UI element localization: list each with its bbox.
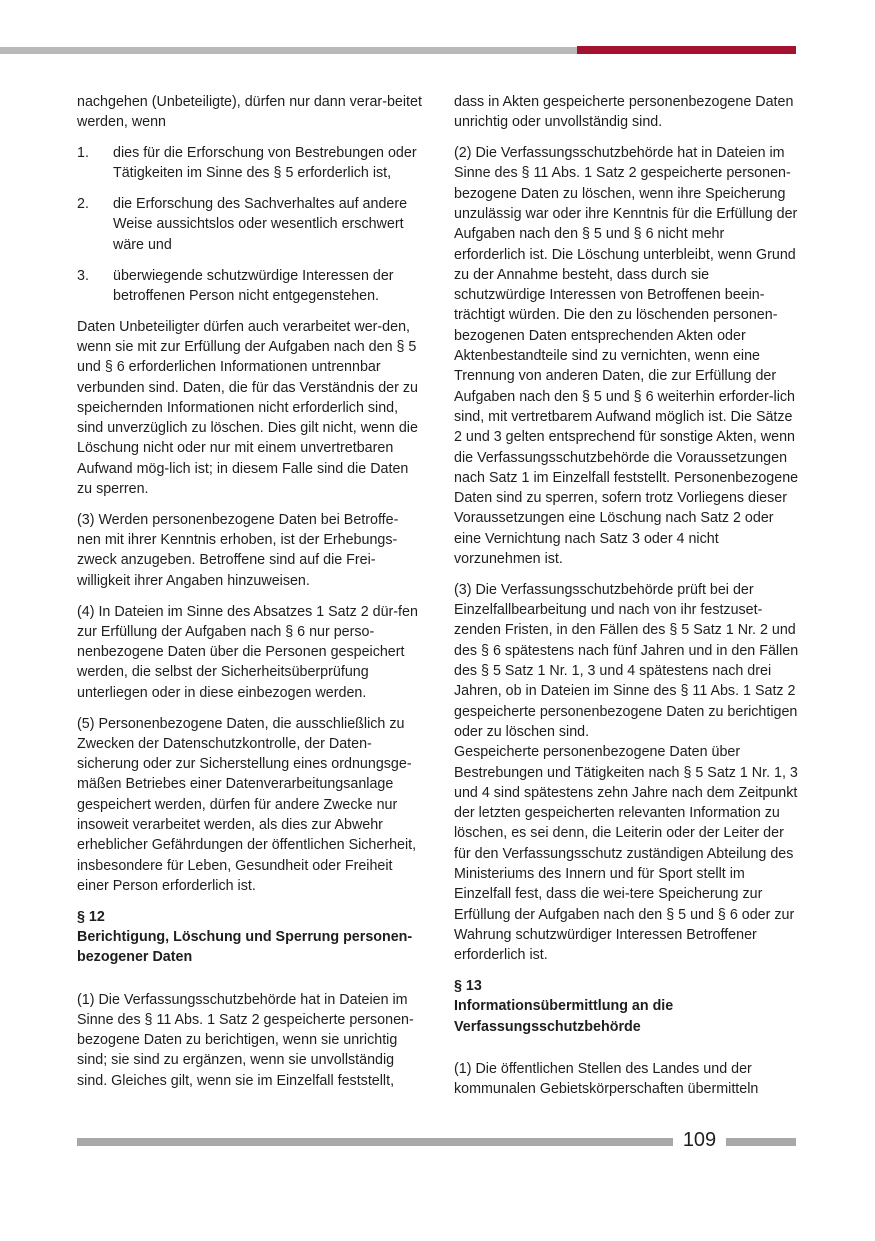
left-column <box>77 92 422 1102</box>
paragraph-4: (4) In Dateien im Sinne des Absatzes 1 Satz 2 dür-fen zur Erfüllung der Aufgaben nach § 6 nur perso-nenbezogene Daten über die Personen gespeichert werden, die selbst der Sicherheitsüberprüfung unterliegen oder in diese einbezogen werden. <box>77 603 418 701</box>
list-item-text: die Erforschung des Sachverhaltes auf andere Weise aussichtslos oder wesentlich erschwert wäre und <box>113 196 408 253</box>
paragraph-3: (3) Werden personenbezogene Daten bei Betroffe-nen mit ihrer Kenntnis erhoben, ist der Erhebungs-zweck anzugeben. Betroffene sind auf die Frei-willigkeit ihrer Angaben hinzuweisen. <box>77 511 399 589</box>
footer-rule-left <box>77 1138 673 1146</box>
section-number: § 13 <box>454 977 482 994</box>
paragraph-continued: dass in Akten gespeicherte personenbezogene Daten unrichtig oder unvollständig sind. <box>454 94 794 131</box>
list-item-text: dies für die Erforschung von Bestrebungen oder Tätigkeiten im Sinne des § 5 erforderlich ist, <box>113 145 417 182</box>
list-item <box>77 266 422 307</box>
section-title: Berichtigung, Löschung und Sperrung personen-bezogener Daten <box>77 928 413 966</box>
section-13-paragraph-1: (1) Die öffentlichen Stellen des Landes und der kommunalen Gebietskörperschaften übermitteln <box>454 1060 759 1098</box>
paragraph-2: (2) Die Verfassungsschutzbehörde hat in Dateien im Sinne des § 11 Abs. 1 Satz 2 gespeicherte personen-bezogene Daten zu löschen, wenn ihre Speicherung unzulässig war oder ihre Kenntnis für die Erfüllung der Aufgaben nach den § 5 und § 6 nicht mehr erforderlich ist. Die Löschung unterbleibt, wenn Grund zu der Annahme besteht, dass durch sie schutzwürdige Interessen von Betroffenen beein-trächtigt würden. Die den zu löschenden personen-bezogenen Daten entsprechenden Akten oder Aktenbestandteile sind zu vernichten, wenn eine Trennung von anderen Daten, die zur Erfüllung der Aufgaben nach den § 5 und § 6 weiterhin erforder-lich sind, mit vertretbarem Aufwand möglich ist. Die Sätze 2 und 3 gelten entsprechend für sonstige Akten, wenn die Verfassungsschutzbehörde die Voraussetzungen nach Satz 1 im Einzelfall feststellt. Personenbezogene Daten sind zu sperren, sofern trotz Vorliegens dieser Voraussetzungen eine Löschung nach Satz 2 oder eine Vernichtung nach Satz 3 oder 4 nicht vorzunehmen ist. <box>454 145 799 568</box>
list-item-text: überwiegende schutzwürdige Interessen der betroffenen Person nicht entgegenstehen. <box>113 267 394 304</box>
paragraph-5: (5) Personenbezogene Daten, die ausschließlich zu Zwecken der Datenschutzkontrolle, der Daten-sicherung oder zur Sicherstellung eines ordnungsge-mäßen Betriebes einer Datenverarbeitungsanlage gespeichert werden, dürfen für andere Zwecke nur insoweit verarbeitet werden, als dies zur Abwehr erheblicher Gefährdungen der öffentlichen Sicherheit, insbesondere für Leben, Gesundheit oder Freiheit einer Person erforderlich ist. <box>77 715 417 894</box>
footer-rule-right <box>726 1138 796 1146</box>
paragraph-3b: Gespeicherte personenbezogene Daten über Bestrebungen und Tätigkeiten nach § 5 Satz 1 Nr. 1, 3 und 4 sind spätestens zehn Jahre nach dem Zeitpunkt der letzten gespeicherten relevanten Information zu löschen, es sei denn, die Leiterin oder der Leiter der für den Verfassungsschutz zuständigen Abteilung des Ministeriums des Innern und für Sport stellt im Einzelfall fest, dass die wei-tere Speicherung zur Erfüllung der Aufgaben nach den § 5 und § 6 oder zur Wahrung schutzwürdiger Interessen Betroffener erforderlich ist. <box>454 744 798 964</box>
section-12-paragraph-1: (1) Die Verfassungsschutzbehörde hat in Dateien im Sinne des § 11 Abs. 1 Satz 2 gespeicherte personen-bezogene Daten zu berichtigen, wenn sie unrichtig sind; sie sind zu ergänzen, wenn sie unvollständig sind. Gleiches gilt, wenn sie im Einzelfall feststellt, <box>77 991 414 1089</box>
paragraph-intro: nachgehen (Unbeteiligte), dürfen nur dann verar-beitet werden, wenn <box>77 94 422 131</box>
header-rule-grey <box>0 47 577 54</box>
list-item-number: 3. <box>77 267 89 284</box>
paragraph-3a: (3) Die Verfassungsschutzbehörde prüft bei der Einzelfallbearbeitung und nach von ihr festzuset-zenden Fristen, in den Fällen des § 5 Satz 1 Nr. 2 und des § 6 spätestens nach fünf Jahren und in den Fällen des § 5 Satz 1 Nr. 1, 3 und 4 spätestens nach drei Jahren, ob in Dateien im Sinne des § 11 Abs. 1 Satz 2 gespeicherte personenbezogene Daten zu berichtigen oder zu löschen sind. <box>454 581 799 740</box>
section-title: Informationsübermittlung an die Verfassungsschutzbehörde <box>454 998 674 1035</box>
page-number: 109 <box>682 1129 717 1151</box>
list-item <box>77 143 422 184</box>
paragraph-unbeteiligte: Daten Unbeteiligter dürfen auch verarbeitet wer-den, wenn sie mit zur Erfüllung der Aufgaben nach den § 5 und § 6 erforderlichen Informationen untrennbar verbunden sind. Daten, die für das Verständnis der zu speichernden Informationen nicht erforderlich sind, sind unverzüglich zu löschen. Dies gilt nicht, wenn die Löschung nicht oder nur mit einem unvertretbaren Aufwand mög-lich ist; in diesem Falle sind die Daten zu sperren. <box>77 318 418 498</box>
list-item <box>77 194 422 255</box>
list-item-number: 1. <box>77 145 89 162</box>
list-item-number: 2. <box>77 196 89 213</box>
header-rule-accent <box>577 46 796 54</box>
right-column <box>454 92 799 1110</box>
section-number: § 12 <box>77 908 105 925</box>
section-12-heading <box>77 907 422 968</box>
section-13-heading <box>454 976 799 1037</box>
